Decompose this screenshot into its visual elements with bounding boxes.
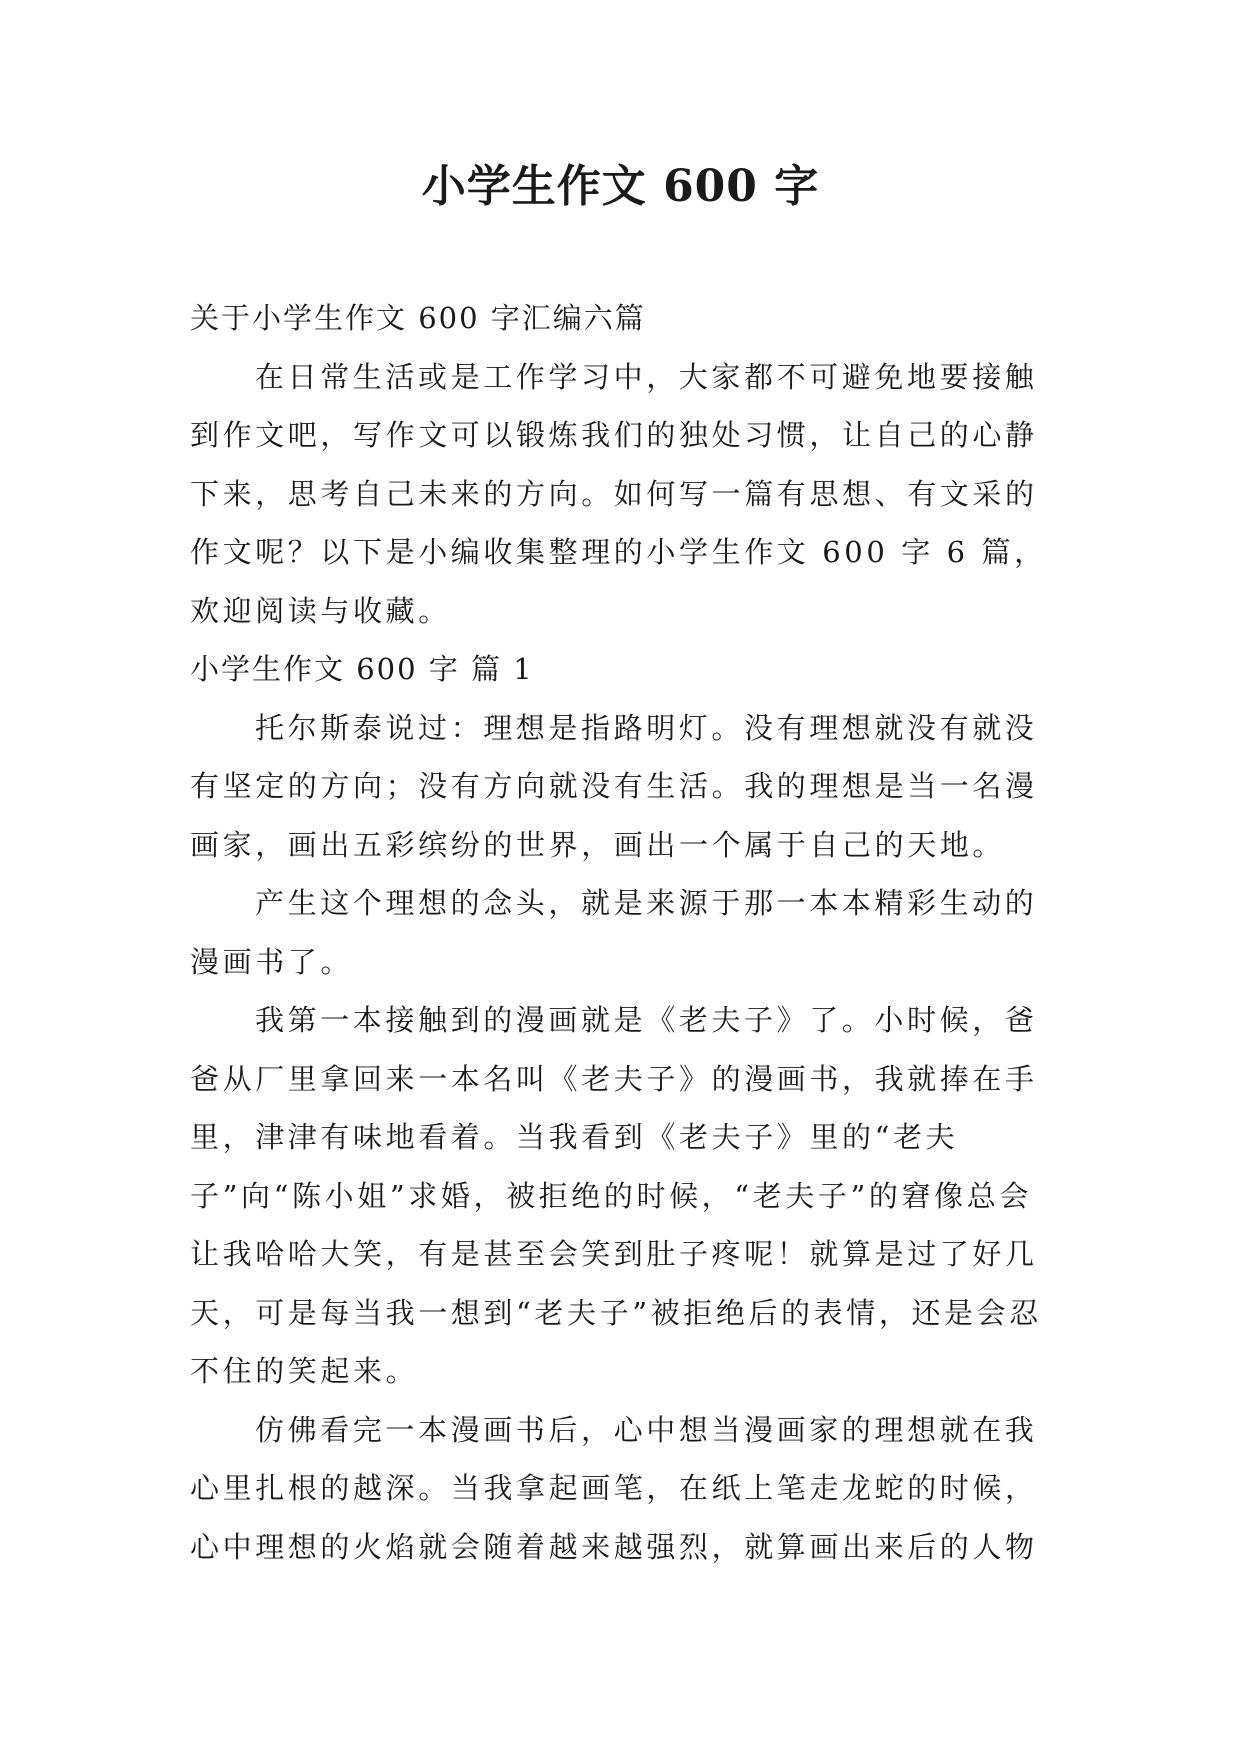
document-title: 小学生作文 600 字 (421, 161, 820, 212)
document-body (190, 289, 1055, 1576)
intro-paragraph: 在日常生活或是工作学习中，大家都不可避免地要接触到作文吧，写作文可以锻炼我们的独处习惯，让自己的心静下来，思考自己未来的方向。如何写一篇有思想、有文采的作文呢？以下是小编收集整理的小学生作文 600 字 6 篇，欢迎阅读与收藏。 (190, 359, 1047, 628)
intro-heading: 关于小学生作文 600 字汇编六篇 (190, 301, 646, 335)
essay-paragraph: 产生这个理想的念头，就是来源于那一本本精彩生动的漫画书了。 (190, 886, 1038, 979)
essay-1-heading: 小学生作文 600 字 篇 1 (190, 652, 534, 686)
essay-paragraph: 仿佛看完一本漫画书后，心中想当漫画家的理想就在我心里扎根的越深。当我拿起画笔，在纸上笔走龙蛇的时候，心中理想的火焰就会随着越来越强烈，就算画出来后的人物 (190, 1412, 1038, 1564)
essay-paragraph: 托尔斯泰说过：理想是指路明灯。没有理想就没有就没有坚定的方向；没有方向就没有生活。我的理想是当一名漫画家，画出五彩缤纷的世界，画出一个属于自己的天地。 (190, 710, 1038, 862)
essay-paragraph: 我第一本接触到的漫画就是《老夫子》了。小时候，爸爸从厂里拿回来一本名叫《老夫子》的漫画书，我就捧在手里，津津有味地看着。当我看到《老夫子》里的“老夫子”向“陈小姐”求婚，被拒绝的时候，“老夫子”的窘像总会让我哈哈大笑，有是甚至会笑到肚子疼呢！就算是过了好几天，可是每当我一想到“老夫子”被拒绝后的表情，还是会忍不住的笑起来。 (190, 1003, 1042, 1388)
